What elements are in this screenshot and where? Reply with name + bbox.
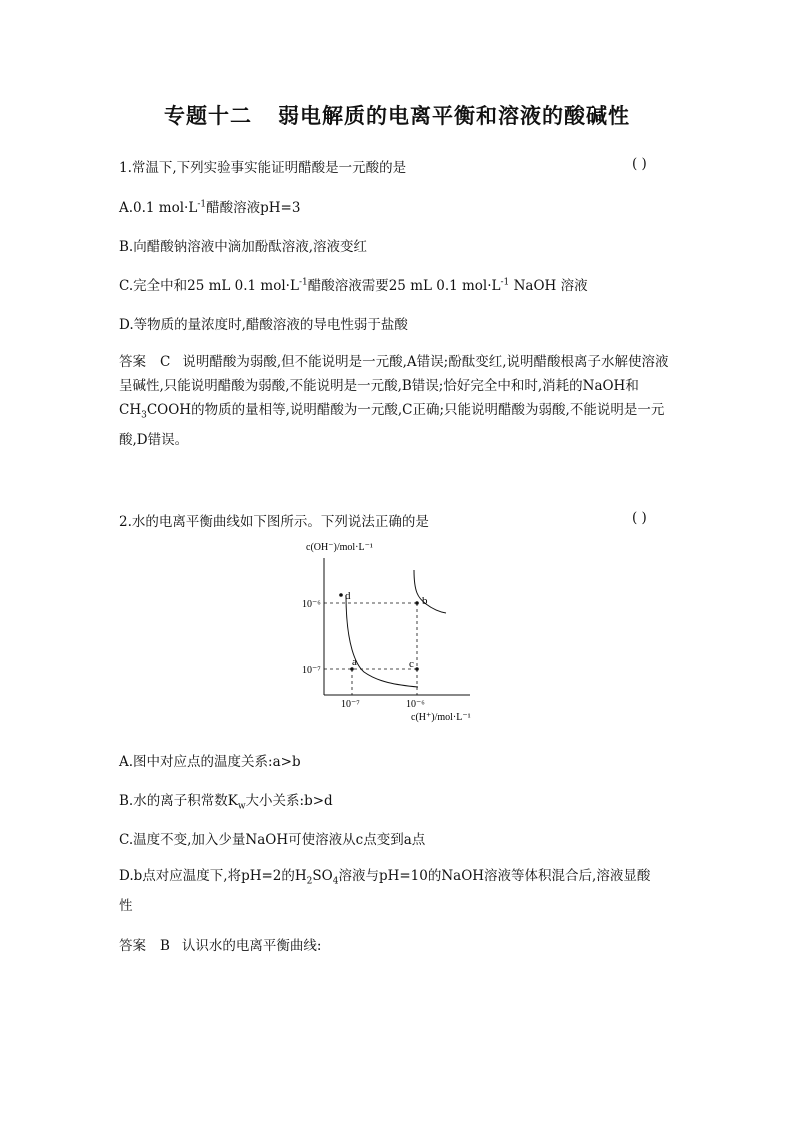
x-axis-title: c(H⁺)/mol·L⁻¹ xyxy=(411,712,471,723)
q1-option-d: D.等物质的量浓度时,醋酸溶液的导电性弱于盐酸 xyxy=(119,317,408,333)
q2-answer: 答案 B 认识水的电离平衡曲线: xyxy=(119,938,322,954)
q1-answer-bracket: ( ) xyxy=(632,156,647,172)
point-label-d: d xyxy=(345,590,351,602)
point-b xyxy=(415,601,419,605)
x-tick-label: 10⁻⁷ xyxy=(341,699,360,710)
q2-stem: 2.水的电离平衡曲线如下图所示。下列说法正确的是 xyxy=(119,514,429,530)
q2-option-a: A.图中对应点的温度关系:a>b xyxy=(119,754,301,770)
y-axis-title: c(OH⁻)/mol·L⁻¹ xyxy=(306,542,373,553)
q2-answer-bracket: ( ) xyxy=(632,510,647,526)
lower-isotherm-curve xyxy=(346,595,418,687)
q2-option-c: C.温度不变,加入少量NaOH可使溶液从c点变到a点 xyxy=(119,832,426,848)
q2-option-b: B.水的离子积常数$K_w$大小关系:b>d xyxy=(119,793,333,812)
page-title: 专题十二 弱电解质的电离平衡和溶液的酸碱性 xyxy=(164,104,630,128)
point-d xyxy=(339,593,343,597)
water-ionization-chart xyxy=(296,540,496,729)
x-tick-label: 10⁻⁶ xyxy=(406,699,425,710)
point-label-c: c xyxy=(409,658,414,670)
y-tick-label: 10⁻⁶ xyxy=(302,599,321,610)
point-c xyxy=(415,667,419,671)
upper-isotherm-curve xyxy=(414,570,446,613)
point-label-b: b xyxy=(422,595,428,607)
q1-answer: 答案 C 说明醋酸为弱酸,但不能说明是一元酸,A错误;酚酞变红,说明醋酸根离子水解使溶液呈碱性,只能说明醋酸为弱酸,不能说明是一元酸,B错误;恰好完全中和时,消耗的NaOH和$CH_3COOH$的物质的量相等,说明醋酸为一元酸,C正确;只能说明醋酸为弱酸,不能说明是一元酸,D错误。 xyxy=(119,354,669,448)
q1-stem: 1.常温下,下列实验事实能证明醋酸是一元酸的是 xyxy=(119,160,407,176)
q1-option-c: C.完全中和25 mL 0.1 $mol\cdot L^{-1}$醋酸溶液需要25 mL 0.1 $mol\cdot L^{-1}$ NaOH 溶液 xyxy=(119,277,588,294)
q1-option-a: A.0.1 $mol\cdot L^{-1}$醋酸溶液pH=3 xyxy=(119,199,301,216)
q2-option-d: D.b点对应温度下,将pH=2的$H_2SO_4$溶液与pH=10的NaOH溶液等体积混合后,溶液显酸 性 xyxy=(119,868,651,914)
q1-option-b: B.向醋酸钠溶液中滴加酚酞溶液,溶液变红 xyxy=(119,239,368,255)
y-tick-label: 10⁻⁷ xyxy=(302,665,321,676)
point-label-a: a xyxy=(352,656,357,668)
